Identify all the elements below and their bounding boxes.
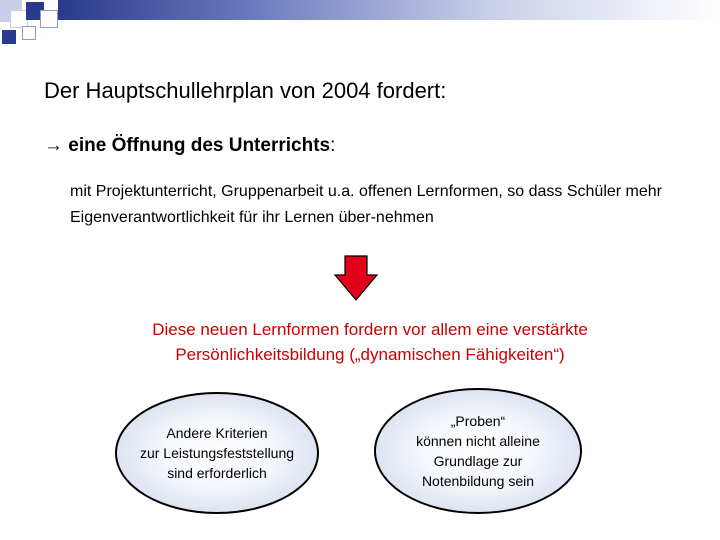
- ellipse-left-text: Andere Kriterien zur Leistungsfeststellung sind erforderlich: [139, 425, 295, 481]
- conclusion-line-2: Persönlichkeitsbildung („dynamischen Fähigkeiten“): [175, 345, 565, 364]
- down-arrow-icon: [334, 255, 378, 301]
- conclusion-text: [90, 317, 650, 367]
- ellipse-right: [374, 388, 582, 514]
- decorative-square: [2, 30, 16, 44]
- right-arrow-glyph: →: [44, 135, 63, 156]
- subtitle: [44, 134, 335, 158]
- header-gradient-bar: [58, 0, 720, 20]
- decorative-square: [22, 26, 36, 40]
- ellipse-right-text: „Proben“ können nicht alleine Grundlage zur Notenbildung sein: [416, 413, 540, 489]
- subtitle-colon: :: [330, 135, 336, 156]
- slide-title: Der Hauptschullehrplan von 2004 fordert:: [44, 78, 447, 103]
- ellipse-left: [115, 392, 319, 514]
- subtitle-emphasis: eine Öffnung des Unterrichts: [68, 135, 331, 156]
- conclusion-line-1: Diese neuen Lernformen fordern vor allem eine verstärkte: [152, 320, 588, 339]
- body-paragraph: mit Projektunterricht, Gruppenarbeit u.a. offenen Lernformen, so dass Schüler mehr Eigenverantwortlichkeit für ihr Lernen über-nehmen: [70, 183, 663, 226]
- decorative-square: [40, 10, 58, 28]
- down-arrow-shape: [335, 256, 377, 300]
